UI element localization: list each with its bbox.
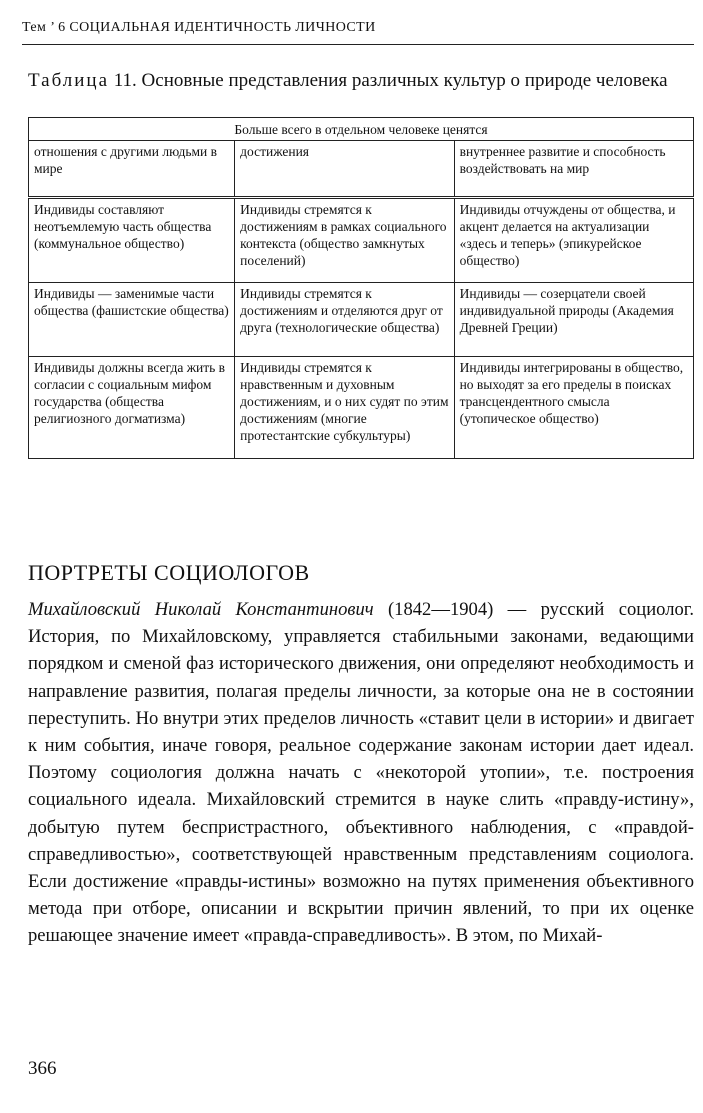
header-rule: [22, 44, 694, 45]
table-caption-text: 11. Основные представления различных культур о природе человека: [109, 70, 668, 91]
table-cell: Индивиды стремятся к достижениям и отделяются друг от друга (технологические общества): [235, 283, 454, 357]
table-row: [29, 283, 694, 357]
table-cell: Индивиды должны всегда жить в согласии с социальным мифом государства (общества религиозного догматизма): [29, 357, 235, 459]
table-cell: Индивиды составляют неотъемлемую часть общества (коммунальное общество): [29, 198, 235, 283]
table-cell: Индивиды стремятся к нравственным и духовным достижениям, и о них судят по этим достижениям (многие протестантские субкультуры): [235, 357, 454, 459]
table-caption: [28, 70, 694, 91]
table-column-header-row: [29, 141, 694, 198]
running-head: Тем ’ 6 СОЦИАЛЬНАЯ ИДЕНТИЧНОСТЬ ЛИЧНОСТИ: [22, 20, 376, 35]
author-name: Михайловский Николай Константинович: [28, 599, 374, 620]
table-row: [29, 198, 694, 283]
table-cell: Индивиды отчуждены от общества, и акцент делается на актуализации «здесь и теперь» (эпикурейское общество): [454, 198, 693, 283]
column-header: достижения: [235, 141, 454, 198]
table-cell: Индивиды стремятся к достижениям в рамках социального контекста (общество замкнутых поселений): [235, 198, 454, 283]
page-number: 366: [28, 1058, 57, 1079]
table-span-header: Больше всего в отдельном человеке ценятся: [29, 118, 694, 141]
section-title: ПОРТРЕТЫ СОЦИОЛОГОВ: [28, 560, 310, 585]
table-span-header-row: [29, 118, 694, 141]
table-cell: Индивиды — заменимые части общества (фашистские общества): [29, 283, 235, 357]
table-cell: Индивиды — созерцатели своей индивидуальной природы (Академия Древней Греции): [454, 283, 693, 357]
column-header: внутреннее развитие и способность воздействовать на мир: [454, 141, 693, 198]
paragraph-text: (1842—1904) — русский социолог. История, по Михайловскому, управляется стабильными законами, ведающими порядком и сменой фаз исторического движения, они определяют необходимость и направление развития, полагая пределы личности, за которые она не в состоянии переступить. Но внутри этих пределов личность «ставит цели в истории» и двигает к ним события, иначе говоря, реальное содержание законам истории дает идеал. Поэтому социология должна начать с «некоторой утопии», т.е. построения социального идеала. Михайловский стремится в науке слить «правду-истину», добытую путем беспристрастного, объективного наблюдения, с «правдой-справедливостью», соответствующей нравственным представлениям социолога. Если достижение «правды-истины» возможно на путях применения объективного метода при отборе, описании и вскрытии причин явлений, то при их оценке решающее значение имеет «правда-справедливость». В этом, по Михай-: [28, 599, 694, 947]
table-row: [29, 357, 694, 459]
culture-table: [28, 117, 694, 459]
column-header: отношения с другими людьми в мире: [29, 141, 235, 198]
table-caption-label: Таблица: [28, 70, 110, 91]
biography-paragraph: [28, 596, 694, 950]
table-cell: Индивиды интегрированы в общество, но выходят за его пределы в поисках трансцендентного смысла (утопическое общество): [454, 357, 693, 459]
